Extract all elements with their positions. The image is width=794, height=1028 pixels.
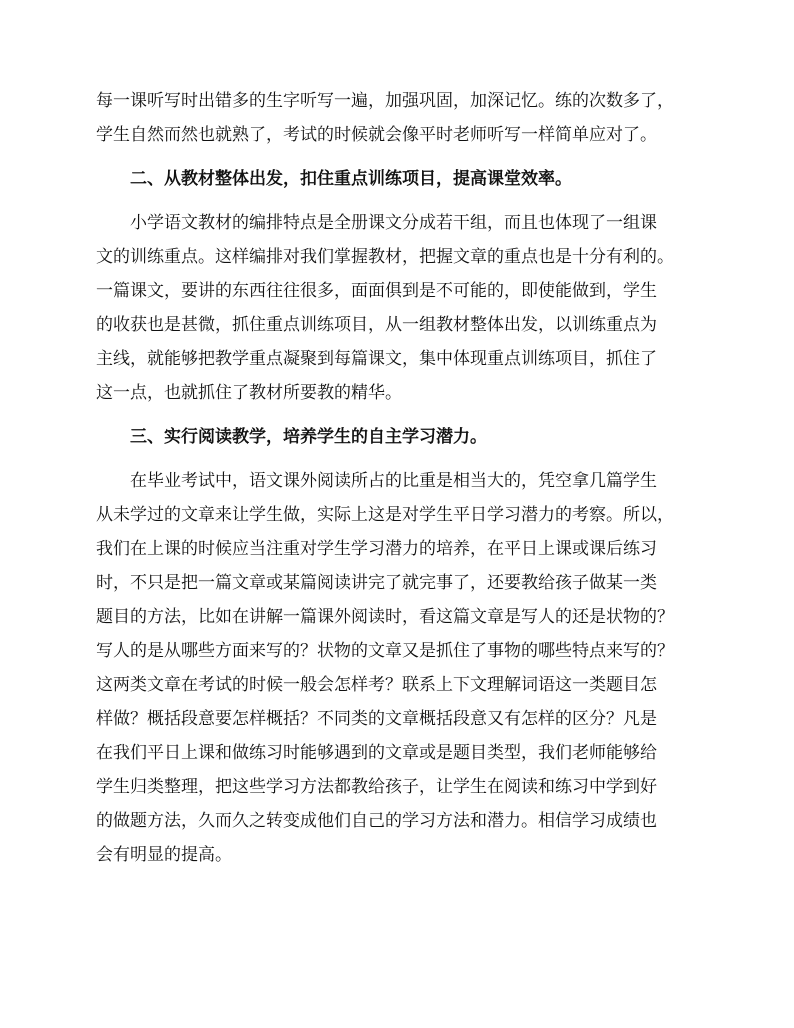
paragraph-line: 从未学过的文章来让学生做，实际上这是对学生平日学习潜力的考察。所以， [96,505,674,525]
paragraph-line: 写人的是从哪些方面来写的？状物的文章又是抓住了事物的哪些特点来写的？ [96,641,674,661]
paragraph-line: 在毕业考试中，语文课外阅读所占的比重是相当大的，凭空拿几篇学生 [130,471,657,491]
paragraph-line: 学生归类整理，把这些学习方法都教给孩子，让学生在阅读和练习中学到好 [96,777,657,797]
paragraph-line: 时，不只是把一篇文章或某篇阅读讲完了就完事了，还要教给孩子做某一类 [96,573,657,593]
paragraph-line: 这两类文章在考试的时候一般会怎样考？联系上下文理解词语这一类题目怎 [96,675,657,695]
section-heading-2: 二、从教材整体出发，扣住重点训练项目，提高课堂效率。 [130,169,572,189]
paragraph-line: 小学语文教材的编排特点是全册课文分成若干组，而且也体现了一组课 [130,213,657,233]
paragraph-3 [96,464,708,872]
document-page [96,84,708,872]
paragraph-2 [96,206,708,410]
paragraph-line: 在我们平日上课和做练习时能够遇到的文章或是题目类型，我们老师能够给 [96,743,657,763]
paragraph-line: 主线，就能够把教学重点凝聚到每篇课文，集中体现重点训练项目，抓住了 [96,349,657,369]
paragraph-line: 这一点，也就抓住了教材所要教的精华。 [96,383,402,403]
paragraph-line: 的做题方法，久而久之转变成他们自己的学习方法和潜力。相信学习成绩也 [96,811,657,831]
paragraph-line: 一篇课文，要讲的东西往往很多，面面俱到是不可能的，即使能做到，学生 [96,281,657,301]
paragraph-line: 文的训练重点。这样编排对我们掌握教材，把握文章的重点也是十分有利的。 [96,247,674,267]
paragraph-line: 样做？概括段意要怎样概括？不同类的文章概括段意又有怎样的区分？凡是 [96,709,657,729]
paragraph-line: 会有明显的提高。 [96,845,232,865]
paragraph-1 [96,84,708,152]
paragraph-line: 的收获也是甚微，抓住重点训练项目，从一组教材整体出发，以训练重点为 [96,315,657,335]
paragraph-line: 每一课听写时出错多的生字听写一遍，加强巩固，加深记忆。练的次数多了， [96,91,674,111]
paragraph-line: 题目的方法，比如在讲解一篇课外阅读时，看这篇文章是写人的还是状物的？ [96,607,674,627]
paragraph-line: 我们在上课的时候应当注重对学生学习潜力的培养，在平日上课或课后练习 [96,539,657,559]
paragraph-line: 学生自然而然也就熟了，考试的时候就会像平时老师听写一样简单应对了。 [96,125,657,145]
section-heading-3: 三、实行阅读教学，培养学生的自主学习潜力。 [130,427,487,447]
